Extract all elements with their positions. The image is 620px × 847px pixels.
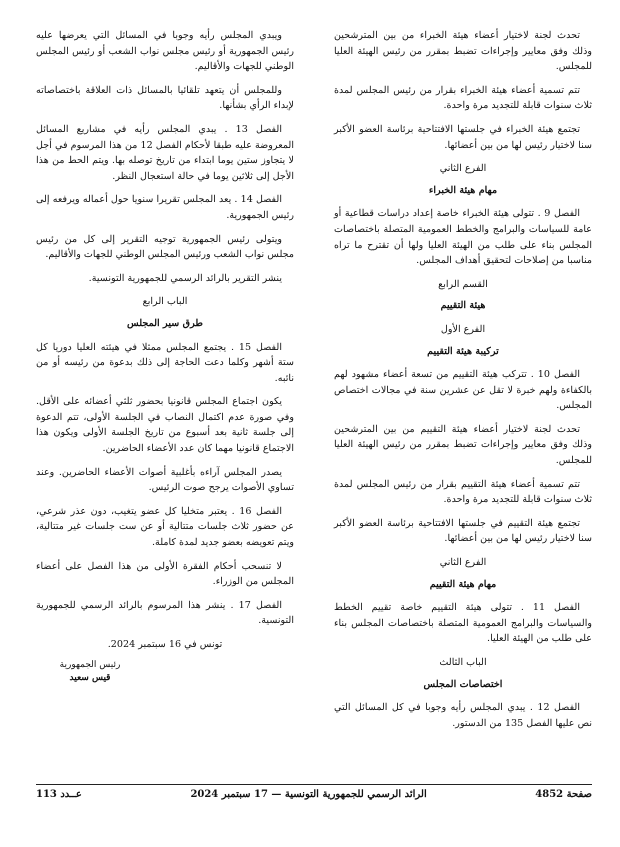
article-paragraph: تحدث لجنة لاختيار أعضاء هيئة الخبراء من بين المترشحين وذلك وفق معايير وإجراءات تضبط بمقرر من رئيس الهيئة العليا للمجلس. [334,30,592,73]
journal-title-date: الرائد الرسمي للجمهورية التونسية — 17 سبتمبر 2024 [190,789,427,800]
article-paragraph: تجتمع هيئة التقييم في جلستها الافتتاحية برئاسة العضو الأكبر سنا لاختيار رئيس لها من بين أعضائها. [334,517,592,545]
section-heading: طرق سير المجلس [126,317,203,329]
article-paragraph: تتم تسمية أعضاء هيئة التقييم بقرار من رئيس المجلس لمدة ثلاث سنوات قابلة للتجديد مرة واحدة. [334,478,592,506]
section-label: تونس في 16 سبتمبر 2024. [107,639,223,650]
section-label: الباب الثالث [439,657,487,668]
article-paragraph: تتم تسمية أعضاء هيئة الخبراء بقرار من رئيس المجلس لمدة ثلاث سنوات قابلة للتجديد مرة واحدة. [334,84,592,112]
section-heading: مهام هيئة الخبراء [428,184,498,196]
article-paragraph: ينشر التقرير بالرائد الرسمي للجمهورية التونسية. [88,272,282,284]
article-paragraph: لا تنسحب أحكام الفقرة الأولى من هذا الفصل على أعضاء المجلس من الوزراء. [36,560,294,588]
section-label: الفرع الثاني [439,163,487,175]
signature-title: رئيس الجمهورية [59,659,121,670]
page-footer [36,784,592,800]
article-paragraph: الفصل 12 . يبدي المجلس رأيه وجوبا في كل المسائل التي نص عليها الفصل 135 من الدستور. [334,702,592,729]
section-label: الباب الرابع [142,296,188,308]
section-heading: مهام هيئة التقييم [429,578,497,590]
article-paragraph: يكون اجتماع المجلس قانونيا بحضور ثلثي أعضائه على الأقل. وفي صورة عدم اكتمال النصاب في الجلسة الأولى، تتم الدعوة إلى جلسة ثانية بعد أسبوع من تاريخ الجلسة الأولى ويكون هذا الاجتماع قانونيا مهما كان عدد الأعضاء الحاضرين. [36,396,294,455]
article-paragraph: يصدر المجلس آراءه بأغلبية أصوات الأعضاء الحاضرين. وعند تساوي الأصوات يرجح صوت الرئيس. [36,466,294,494]
article-paragraph: الفصل 15 . يجتمع المجلس ممثلا في هيئته العليا دوريا كل ستة أشهر وكلما دعت الحاجة إلى ذلك بدعوة من رئيسه أو من نائبه. [36,341,294,384]
signature-name: قيس سعيد [69,672,111,683]
section-label: الفرع الأول [440,323,486,335]
right-column [334,28,592,739]
article-paragraph: الفصل 9 . تتولى هيئة الخبراء خاصة إعداد دراسات قطاعية أو عامة للسياسات والبرامج والخطط العمومية المتصلة باختصاصات المجلس بناء على طلب من الهيئة العليا ولها أن تقترح ما تراه مناسبا من إصلاحات لتحقيق أهداف المجلس. [334,208,592,267]
article-paragraph: الفصل 11 . تتولى هيئة التقييم خاصة تقييم الخطط والسياسات والبرامج العمومية المتصلة باختصاصات المجلس بناء على طلب من الهيئة العليا. [334,602,592,645]
article-paragraph: تجتمع هيئة الخبراء في جلستها الافتتاحية برئاسة العضو الأكبر سنا لاختيار رئيس لها من بين أعضائها. [334,123,592,151]
article-paragraph: ويبدي المجلس رأيه وجوبا في المسائل التي يعرضها عليه رئيس الجمهورية أو رئيس مجلس نواب الشعب أو رئيس المجلس الوطني للجهات والأقاليم. [36,30,294,73]
left-column [36,28,294,685]
article-paragraph: الفصل 10 . تتركب هيئة التقييم من تسعة أعضاء مشهود لهم بالكفاءة ولهم خبرة لا تقل عن عشرين سنة في مجالات اختصاص المجلس. [334,369,592,412]
signature-block [36,659,144,685]
article-paragraph: الفصل 16 . يعتبر متخليا كل عضو يتغيب، دون عذر شرعي، عن حضور ثلاث جلسات متتالية أو عن ست جلسات غير متتالية، ويتم تعويضه بعضو جديد لمدة كاملة. [36,505,294,549]
article-paragraph: تحدث لجنة لاختيار أعضاء هيئة التقييم من بين المترشحين وذلك وفق معايير وإجراءات تضبط بمقرر من رئيس الهيئة العليا للمجلس. [334,423,592,467]
section-heading: اختصاصات المجلس [423,678,503,690]
section-label: الفرع الثاني [439,557,487,569]
section-label: القسم الرابع [438,278,488,290]
issue-number: عــدد 113 [36,789,82,800]
article-paragraph: الفصل 13 . يبدي المجلس رأيه في مشاريع المسائل المعروضة عليه طبقا لأحكام الفصل 12 من هذا المرسوم في أجل لا يتجاوز ستين يوما ابتداء من تاريخ توصله بها. ويتم الحط من هذا الأجل إلى ثلاثين يوما في حالة استعجال النظر. [36,123,294,182]
page-number: صفحة 4852 [535,789,592,800]
section-heading: هيئة التقييم [440,300,486,312]
article-paragraph: وللمجلس أن يتعهد تلقائيا بالمسائل ذات العلاقة باختصاصاته لإبداء الرأي بشأنها. [36,84,294,112]
article-paragraph: الفصل 17 . ينشر هذا المرسوم بالرائد الرسمي للجمهورية التونسية. [36,599,294,627]
article-paragraph: ويتولى رئيس الجمهورية توجيه التقرير إلى كل من رئيس مجلس نواب الشعب ورئيس المجلس الوطني للجهات والأقاليم. [36,233,294,261]
article-paragraph: الفصل 14 . يعد المجلس تقريرا سنويا حول أعماله ويرفعه إلى رئيس الجمهورية. [36,194,294,221]
section-heading: تركيبة هيئة التقييم [427,345,499,357]
